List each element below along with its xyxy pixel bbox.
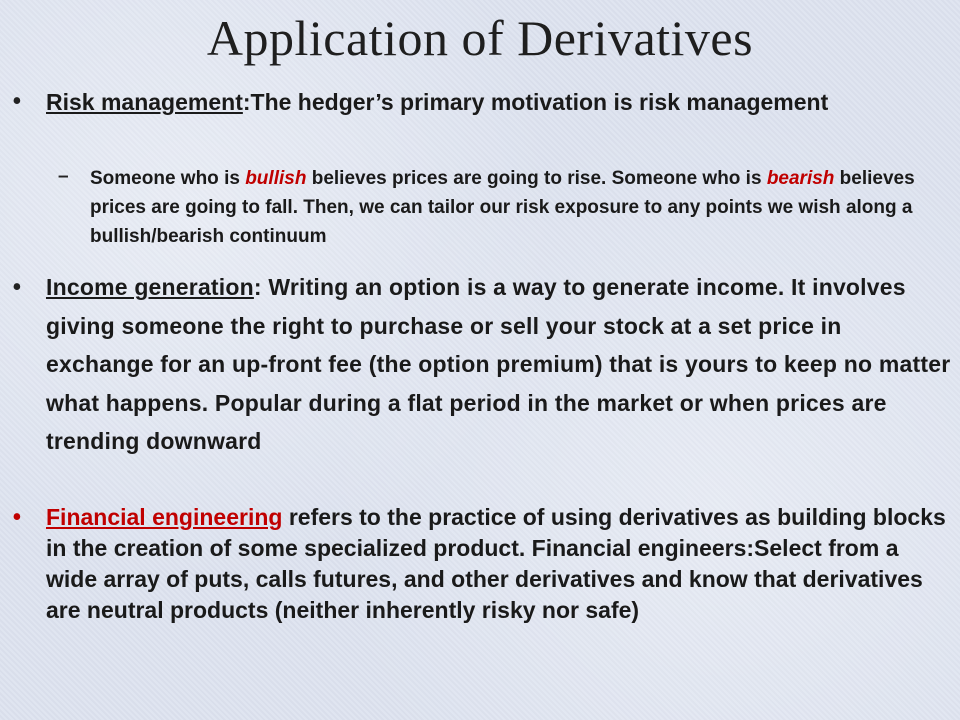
financial-engineering-item	[46, 502, 954, 626]
bearish-term: bearish	[766, 168, 835, 189]
bullet-marker: •	[12, 86, 22, 117]
sub-text-part1: Someone who is	[90, 168, 246, 189]
bullish-bearish-subitem	[90, 164, 950, 251]
risk-management-text: :The hedger’s primary motivation is risk management	[242, 89, 829, 115]
sub-text-part3: believes prices are going to fall. Then, we can tailor our risk exposure to any points we wish along a bullish/bearish continuum	[90, 168, 915, 247]
sub-bullet-dash: –	[58, 166, 69, 187]
bullet-marker-red: •	[12, 502, 22, 533]
risk-management-term: Risk management	[46, 89, 243, 115]
bullish-term: bullish	[245, 168, 307, 189]
financial-engineering-link[interactable]: Financial engineering	[46, 504, 283, 530]
sub-text-part2: believes prices are going to rise. Someone who is	[306, 168, 767, 189]
financial-engineering-text: refers to the practice of using derivatives as building blocks in the creation of some specialized product. Financial engineers:Select from a wide array of puts, calls futures, and other derivatives and know that derivatives are neutral products (neither inherently risky nor safe)	[46, 504, 946, 623]
income-generation-text: : Writing an option is a way to generate income. It involves giving someone the right to purchase or sell your stock at a set price in exchange for an up-front fee (the option premium) that is yours to keep no matter what happens. Popular during a flat period in the market or when prices are trending downward	[46, 274, 951, 454]
income-generation-item	[46, 268, 954, 461]
risk-management-item	[46, 84, 954, 121]
slide-title: Application of Derivatives	[206, 10, 754, 66]
bullet-marker: •	[12, 272, 22, 303]
income-generation-term: Income generation	[46, 274, 254, 300]
